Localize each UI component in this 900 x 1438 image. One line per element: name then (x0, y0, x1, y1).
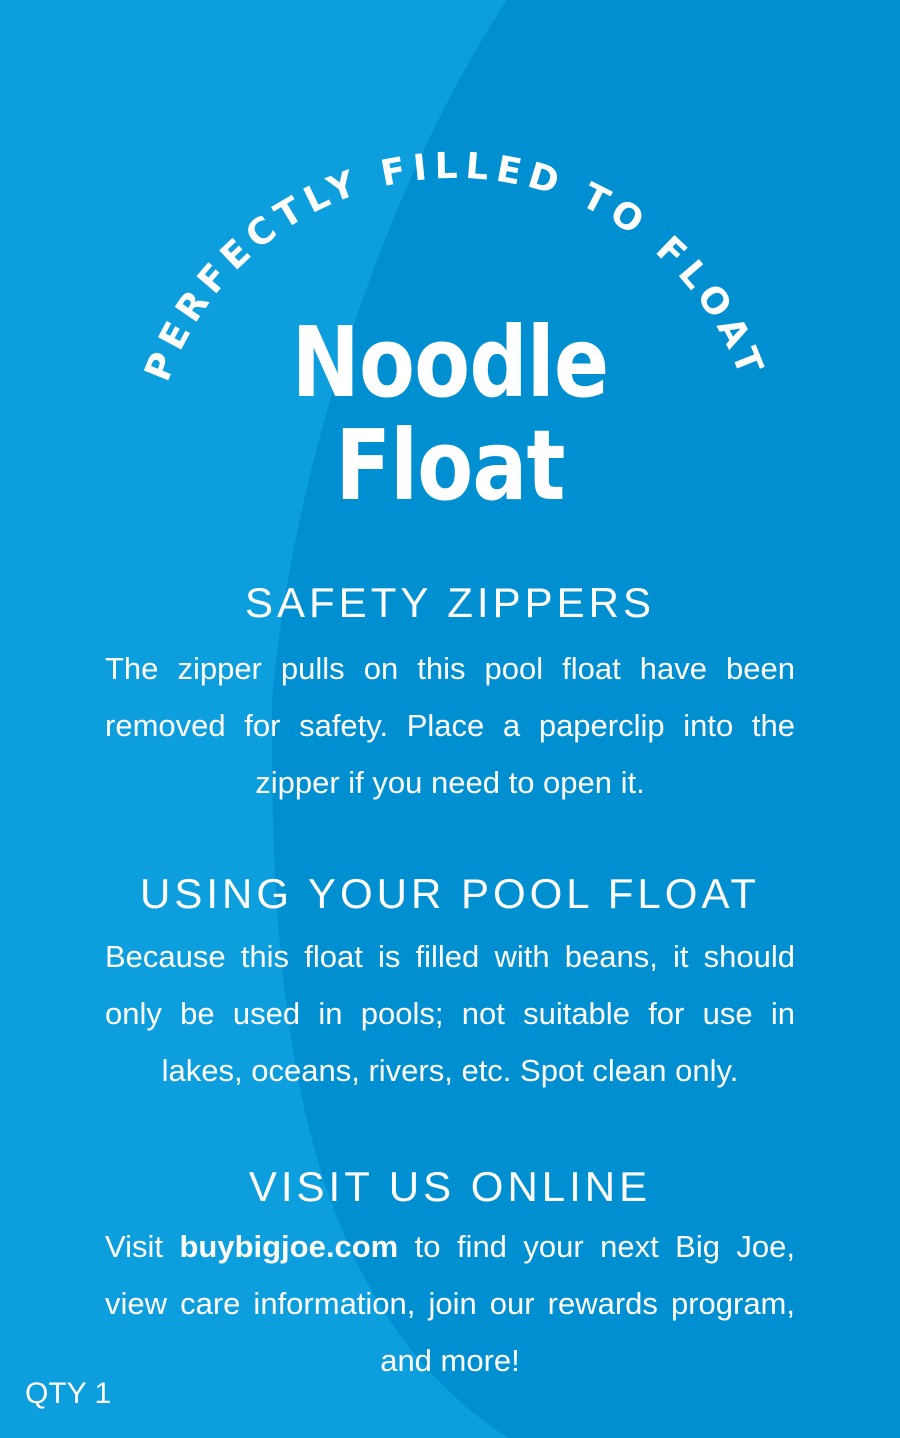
product-title-line1: Noodle (291, 306, 609, 419)
section-body-using-your-pool-float: Because this float is filled with beans, it should only be used in pools; not suitable for use in lakes, oceans, rivers, etc. Spot clean only. (105, 939, 795, 1088)
visit-text-prefix: Visit (105, 1229, 180, 1264)
section-body-visit-us-online (105, 1218, 795, 1389)
arc-tagline-text: PERFECTLY FILLED TO FLOAT (137, 145, 773, 387)
section-heading-safety-zippers: SAFETY ZIPPERS (245, 579, 655, 626)
website-url: buybigjoe.com (179, 1229, 399, 1264)
qty-label: QTY 1 (25, 1377, 112, 1410)
section-heading-visit-us-online: VISIT US ONLINE (248, 1163, 652, 1210)
product-title (72, 306, 828, 522)
product-title-line2: Float (335, 409, 565, 522)
visit-text-suffix: to find your next Big Joe, view care information, join our rewards program, and more! (105, 1229, 795, 1378)
section-heading-using-your-pool-float: USING YOUR POOL FLOAT (140, 870, 760, 917)
section-body-safety-zippers: The zipper pulls on this pool float have been removed for safety. Place a paperclip into the zipper if you need to open it. (105, 651, 795, 800)
